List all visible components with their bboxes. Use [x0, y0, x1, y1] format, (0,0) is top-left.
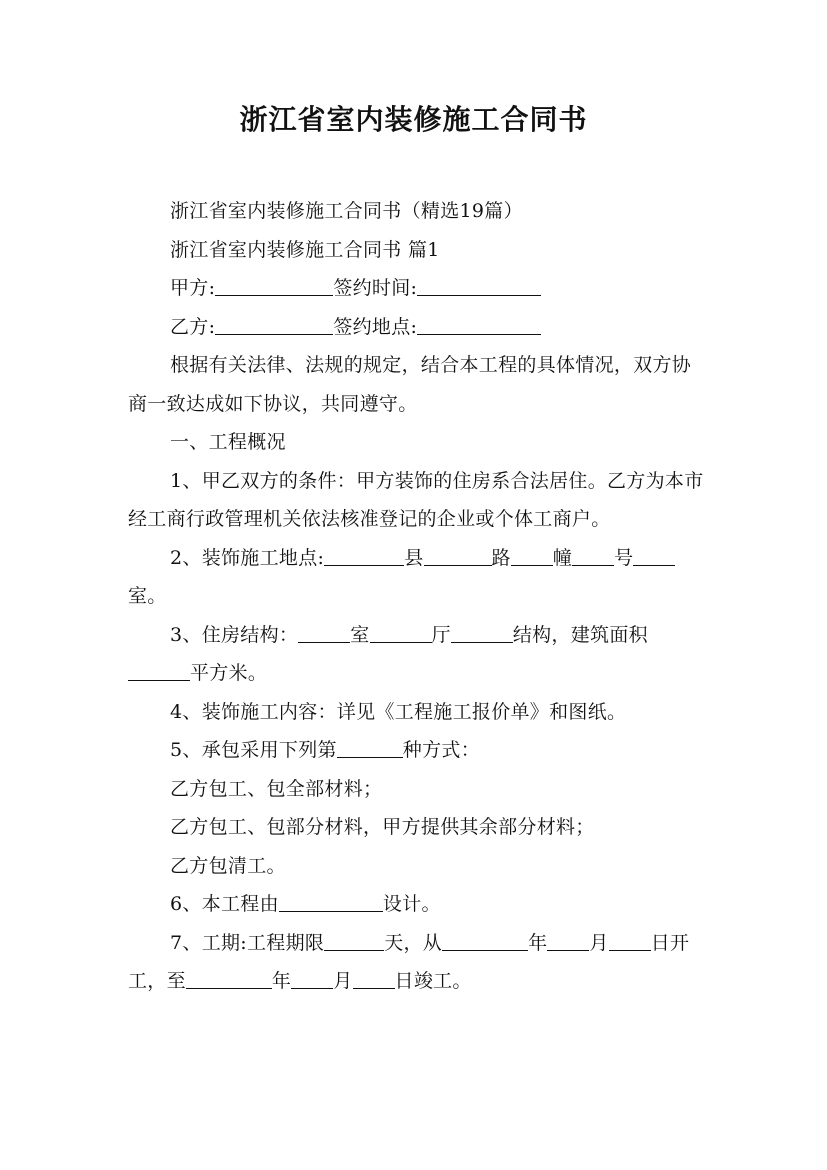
- paragraph-text: 县: [404, 546, 424, 569]
- paragraph-text: 乙方:: [170, 315, 216, 338]
- fill-in-blank: [215, 315, 333, 335]
- paragraph-text: 签约地点:: [333, 315, 418, 338]
- paragraph: [128, 847, 708, 886]
- paragraph: [128, 308, 708, 347]
- fill-in-blank: [291, 969, 333, 989]
- paragraph-text: 甲方:: [170, 277, 216, 299]
- paragraph-text: 2、装饰施工地点:: [170, 546, 325, 569]
- paragraph: [128, 346, 708, 423]
- paragraph-text: 1、甲乙双方的条件：甲方装饰的住房系合法居住。乙方为本市经工商行政管理机关依法核准登记的企业或个体工商户。: [128, 469, 704, 530]
- fill-in-blank: [424, 546, 492, 566]
- fill-in-blank: [298, 623, 350, 643]
- document-title: 浙江省室内装修施工合同书: [239, 103, 588, 136]
- fill-in-blank: [353, 969, 395, 989]
- paragraph: [128, 693, 708, 732]
- fill-in-blank: [609, 931, 651, 951]
- fill-in-blank: [215, 276, 333, 296]
- fill-in-blank: [633, 546, 675, 566]
- paragraph-text: 号: [614, 546, 634, 569]
- paragraph: [128, 192, 708, 231]
- paragraph-text: 7、工期:工程期限: [170, 931, 325, 954]
- paragraph-text: 路: [491, 546, 511, 569]
- paragraph-text: 平方米。: [190, 662, 268, 684]
- paragraph-text: 5、承包采用下列第: [170, 739, 337, 761]
- paragraph-text: 浙江省室内装修施工合同书（精选19篇）: [170, 200, 523, 222]
- fill-in-blank: [442, 931, 528, 951]
- fill-in-blank: [186, 969, 272, 989]
- paragraph: [128, 269, 708, 308]
- paragraph-text: 日竣工。: [394, 970, 472, 992]
- paragraph-text: 幢: [552, 546, 573, 569]
- paragraph: [128, 539, 708, 616]
- paragraph: [128, 616, 708, 693]
- paragraph: [128, 731, 708, 770]
- paragraph-text: 种方式：: [402, 739, 480, 761]
- paragraph-text: 年: [528, 931, 548, 954]
- fill-in-blank: [128, 661, 190, 681]
- paragraph-text: 乙方包工、包部分材料，甲方提供其余部分材料；: [170, 816, 595, 838]
- fill-in-blank: [324, 931, 384, 951]
- paragraph-text: 天，从: [384, 931, 443, 954]
- paragraph: [128, 423, 708, 462]
- paragraph-text: 4、装饰施工内容：详见《工程施工报价单》和图纸。: [170, 700, 627, 723]
- paragraph-text: 月: [589, 931, 609, 954]
- fill-in-blank: [547, 931, 589, 951]
- fill-in-blank: [511, 546, 553, 566]
- paragraph: [128, 808, 708, 847]
- paragraph-text: 乙方包清工。: [170, 854, 286, 877]
- fill-in-blank: [337, 738, 403, 758]
- fill-in-blank: [370, 623, 432, 643]
- paragraph-text: 乙方包工、包全部材料；: [170, 777, 383, 800]
- paragraph: [128, 885, 708, 924]
- paragraph-text: 室。: [128, 585, 167, 607]
- paragraph-text: 设计。: [382, 893, 441, 915]
- fill-in-blank: [451, 623, 513, 643]
- fill-in-blank: [417, 276, 541, 296]
- paragraph-text: 月: [333, 970, 353, 992]
- fill-in-blank: [324, 546, 404, 566]
- paragraph-text: 厅: [431, 623, 451, 646]
- document-body: [128, 192, 708, 1001]
- paragraph: [128, 924, 708, 1001]
- paragraph-text: 签约时间:: [333, 277, 418, 299]
- paragraph: [128, 462, 708, 539]
- fill-in-blank: [417, 315, 541, 335]
- paragraph-text: 结构，建筑面积: [512, 623, 648, 646]
- paragraph-text: 一、工程概况: [170, 431, 286, 453]
- paragraph-text: 室: [350, 623, 370, 646]
- paragraph-text: 6、本工程由: [170, 893, 279, 915]
- paragraph-text: 根据有关法律、法规的规定，结合本工程的具体情况，双方协商一致达成如下协议，共同遵守。: [128, 354, 692, 415]
- paragraph-text: 浙江省室内装修施工合同书 篇1: [170, 238, 440, 261]
- paragraph: [128, 770, 708, 809]
- fill-in-blank: [279, 892, 383, 912]
- paragraph-text: 年: [271, 970, 292, 992]
- fill-in-blank: [572, 546, 614, 566]
- paragraph-text: 3、住房结构：: [170, 623, 299, 646]
- paragraph-text: 日开工，至: [128, 931, 690, 992]
- paragraph: [128, 231, 708, 270]
